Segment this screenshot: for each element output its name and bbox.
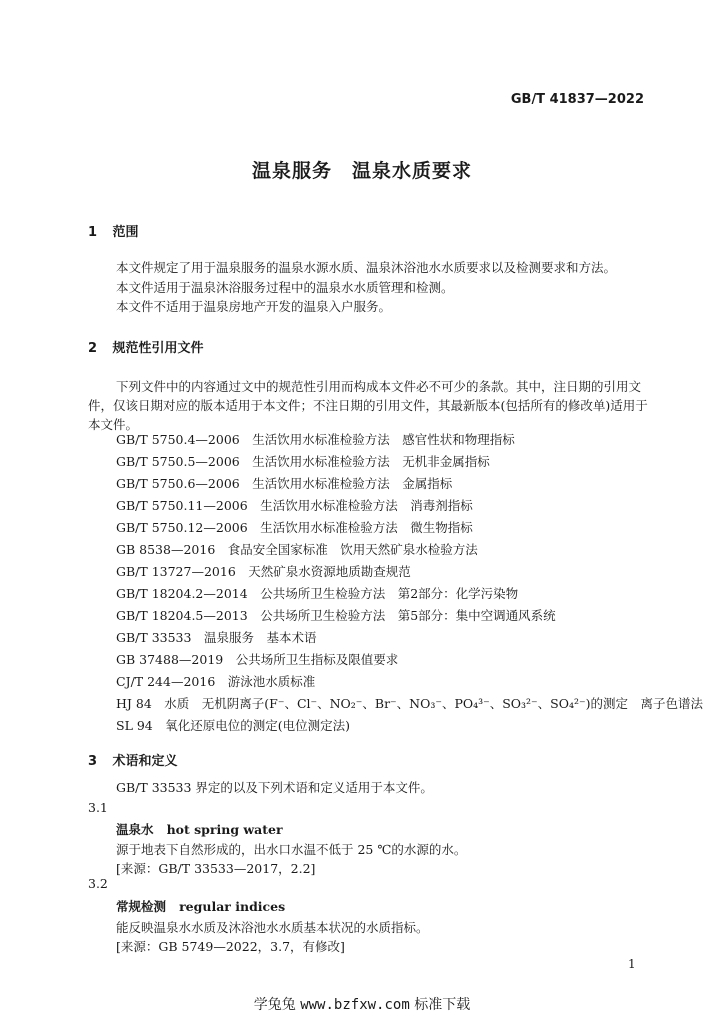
section-title: 范围 [112,225,139,240]
section-3-heading [88,750,178,769]
term-heading [116,820,283,838]
section-number: 2 [88,341,98,356]
document-title: 温泉服务 温泉水质要求 [251,160,472,182]
reference-item: GB/T 13727—2016 天然矿泉水资源地质勘查规范 [116,564,411,579]
section-number: 1 [88,225,98,240]
term-en: regular indices [179,899,286,914]
standard-number: GB/T 41837—2022 [510,92,644,107]
section-2-heading [88,337,204,356]
scope-paragraph: 本文件不适用于温泉房地产开发的温泉入户服务。 [116,299,392,314]
terms-intro: GB/T 33533 界定的以及下列术语和定义适用于本文件。 [116,780,433,795]
term-zh: 温泉水 [116,822,154,837]
term-en: hot spring water [166,822,283,837]
section-number: 3 [88,754,98,769]
reference-item: GB/T 5750.11—2006 生活饮用水标准检验方法 消毒剂指标 [116,498,473,513]
term-zh: 常规检测 [116,899,167,914]
reference-item: GB 37488—2019 公共场所卫生指标及限值要求 [116,652,399,667]
normative-intro: 下列文件中的内容通过文中的规范性引用而构成本文件必不可少的条款。其中，注日期的引用文件，仅该日期对应的版本适用于本文件；不注日期的引用文件，其最新版本(包括所有的修改单)适用于本文件。 [88,379,648,432]
term-number: 3.2 [88,876,108,891]
reference-item: GB/T 18204.5—2013 公共场所卫生检验方法 第5部分：集中空调通风系统 [116,608,556,623]
reference-item: GB/T 33533 温泉服务 基本术语 [116,630,317,645]
section-title: 规范性引用文件 [112,341,204,356]
reference-item: GB 8538—2016 食品安全国家标准 饮用天然矿泉水检验方法 [116,542,478,557]
term-heading [116,897,285,915]
reference-item: GB/T 5750.12—2006 生活饮用水标准检验方法 微生物指标 [116,520,473,535]
term-number: 3.1 [88,800,108,815]
term-source: [来源：GB/T 33533—2017，2.2] [116,861,316,876]
site-footer [0,994,724,1014]
reference-item: GB/T 18204.2—2014 公共场所卫生检验方法 第2部分：化学污染物 [116,586,519,601]
reference-item: GB/T 5750.5—2006 生活饮用水标准检验方法 无机非金属指标 [116,454,490,469]
reference-item: GB/T 5750.4—2006 生活饮用水标准检验方法 感官性状和物理指标 [116,432,515,447]
term-source: [来源：GB 5749—2022，3.7，有修改] [116,939,345,954]
scope-paragraph: 本文件适用于温泉沐浴服务过程中的温泉水水质管理和检测。 [116,280,454,295]
term-definition: 能反映温泉水水质及沐浴池水水质基本状况的水质指标。 [116,920,429,935]
section-title: 术语和定义 [112,754,178,769]
reference-item: CJ/T 244—2016 游泳池水质标准 [116,674,316,689]
section-1-heading [88,221,139,240]
reference-item: HJ 84 水质 无机阴离子(F⁻、Cl⁻、NO₂⁻、Br⁻、NO₃⁻、PO₄³⁻、SO₃²⁻、SO₄²⁻)的测定 离子色谱法 [116,696,703,711]
reference-item: GB/T 5750.6—2006 生活饮用水标准检验方法 金属指标 [116,476,453,491]
page-number: 1 [628,957,636,971]
scope-paragraph: 本文件规定了用于温泉服务的温泉水源水质、温泉沐浴池水水质要求以及检测要求和方法。 [116,260,617,275]
term-definition: 源于地表下自然形成的，出水口水温不低于 25 ℃的水源的水。 [116,842,467,857]
footer-link[interactable]: www.bzfxw.com [300,997,410,1013]
footer-prefix: 学兔兔 [253,997,296,1013]
reference-item: SL 94 氧化还原电位的测定(电位测定法) [116,718,350,733]
footer-suffix: 标准下载 [414,997,471,1013]
